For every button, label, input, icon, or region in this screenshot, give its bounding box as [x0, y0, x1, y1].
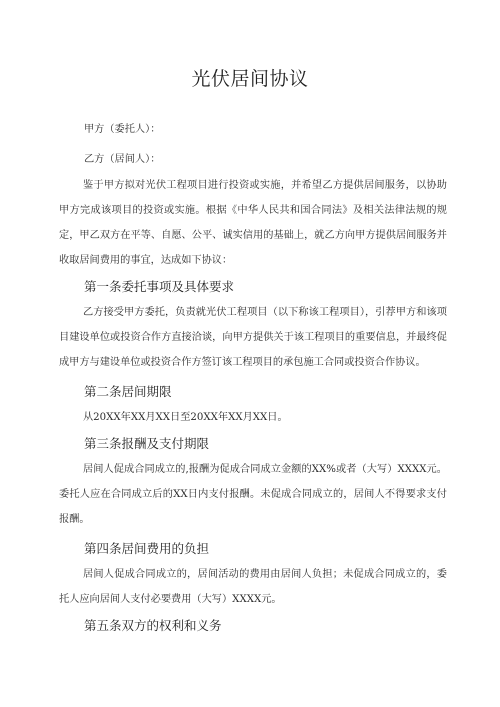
section-heading-1: 第一条委托事项及具体要求	[84, 279, 235, 294]
section-heading-4: 第四条居间费用的负担	[84, 541, 210, 556]
section-paragraph-1: 乙方接受甲方委托，负责就光伏工程项目（以下称该工程项目），引荐甲方和该项目建设单位或投资合作方直接洽谈，向甲方提供关于该工程项目的重要信息，并最终促成甲方与建设单位或投资合作方签订该工程项目的承包施工合同或投资合作协议。	[59, 307, 447, 368]
preamble-paragraph: 鉴于甲方拟对光伏工程项目进行投资或实施，并希望乙方提供居间服务，以协助甲方完成该项目的投资或实施。根据《中华人民共和国合同法》及相关法律法规的规定，甲乙双方在平等、自愿、公平、诚实信用的基础上，就乙方向甲方提供居间服务并收取居间费用的事宜，达成如下协议：	[59, 180, 447, 266]
section-paragraph-4: 居间人促成合同成立的，居间活动的费用由居间人负担；未促成合同成立的，委托人应向居间人支付必要费用（大写）XXXX元。	[59, 569, 447, 605]
section-paragraph-2: 从20XX年XX月XX日至20XX年XX月XX日。	[83, 412, 288, 423]
section-heading-3: 第三条报酬及支付期限	[84, 436, 210, 451]
party-b-line: 乙方（居间人）：	[84, 154, 161, 165]
document-title: 光伏居间协议	[191, 68, 309, 90]
section-heading-2: 第二条居间期限	[84, 384, 172, 399]
party-a-line: 甲方（委托人）：	[84, 124, 161, 135]
section-paragraph-3: 居间人促成合同成立的,报酬为促成合同成立金额的XX%或者（大写）XXXX元。委托人应在合同成立后的XX日内支付报酬。未促成合同成立的，居间人不得要求支付报酬。	[59, 464, 447, 525]
section-heading-5: 第五条双方的权利和义务	[84, 618, 222, 633]
